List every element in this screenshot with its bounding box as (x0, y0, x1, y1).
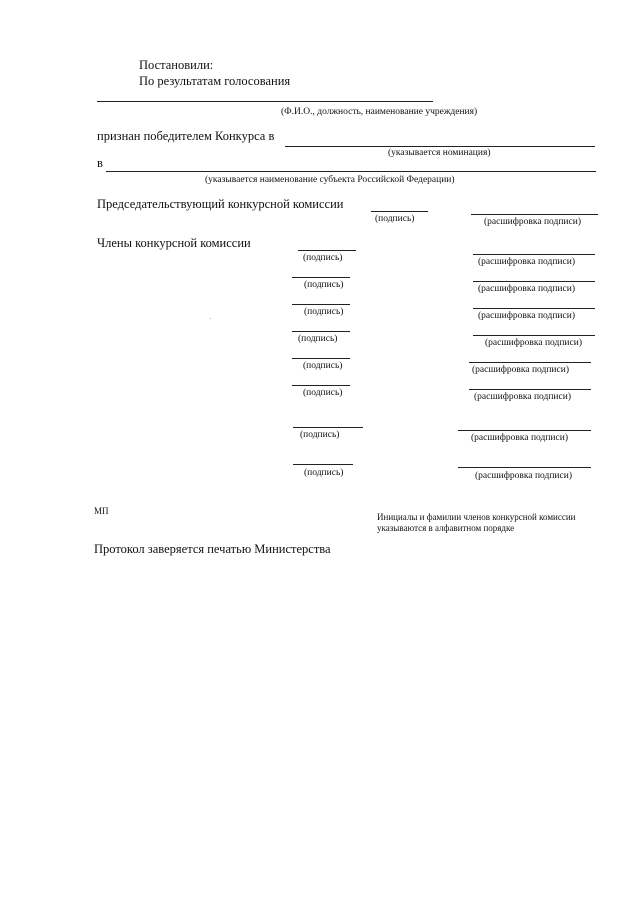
vote-results-text: По результатам голосования (139, 74, 291, 88)
nomination-caption: (указывается номинация) (388, 148, 491, 158)
member-decoding-line (458, 430, 591, 431)
stamp-place-label: МП (94, 506, 109, 516)
member-signature-line (298, 250, 356, 251)
member-signature-line (292, 358, 350, 359)
member-decoding-line (473, 254, 595, 255)
member-decoding-line (473, 308, 595, 309)
member-decoding-line (473, 281, 595, 282)
in-prefix: в (97, 156, 103, 170)
member-decoding-caption: (расшифровка подписи) (474, 392, 571, 402)
region-caption: (указывается наименование субъекта Российской Федерации) (205, 175, 455, 185)
member-signature-caption: (подпись) (304, 468, 344, 478)
member-decoding-caption: (расшифровка подписи) (472, 365, 569, 375)
member-signature-caption: (подпись) (304, 307, 344, 317)
member-decoding-line (469, 389, 591, 390)
seal-statement: Протокол заверяется печатью Министерства (94, 542, 331, 556)
member-signature-caption: (подпись) (300, 430, 340, 440)
member-signature-caption: (подпись) (304, 280, 344, 290)
chairman-decoding-line (471, 214, 598, 215)
member-signature-caption: (подпись) (303, 253, 343, 263)
member-signature-caption: (подпись) (303, 388, 343, 398)
members-label: Члены конкурсной комиссии (97, 236, 251, 250)
alphabetical-note-line2: указываются в алфавитном порядке (377, 523, 515, 533)
winner-text: признан победителем Конкурса в (97, 129, 275, 143)
chairman-signature-caption: (подпись) (375, 214, 415, 224)
resolved-heading: Постановили: (139, 58, 214, 72)
member-signature-line (292, 331, 350, 332)
chairman-label: Председательствующий конкурсной комиссии (97, 197, 344, 211)
member-signature-caption: (подпись) (303, 361, 343, 371)
member-signature-line (293, 464, 353, 465)
member-signature-line (292, 277, 350, 278)
chairman-decoding-caption: (расшифровка подписи) (484, 217, 581, 227)
member-signature-line (293, 427, 363, 428)
nomination-line (285, 146, 595, 147)
member-decoding-line (458, 467, 591, 468)
member-decoding-caption: (расшифровка подписи) (478, 284, 575, 294)
member-decoding-line (473, 335, 595, 336)
member-signature-line (292, 304, 350, 305)
region-line (106, 171, 596, 172)
member-decoding-caption: (расшифровка подписи) (485, 338, 582, 348)
member-decoding-caption: (расшифровка подписи) (478, 257, 575, 267)
member-signature-caption: (подпись) (298, 334, 338, 344)
member-decoding-caption: (расшифровка подписи) (475, 471, 572, 481)
scan-speck (210, 318, 211, 319)
member-signature-line (292, 385, 350, 386)
alphabetical-note-line1: Инициалы и фамилии членов конкурсной комиссии (377, 512, 576, 522)
member-decoding-line (469, 362, 591, 363)
fio-line (97, 101, 433, 102)
member-decoding-caption: (расшифровка подписи) (478, 311, 575, 321)
chairman-signature-line (371, 211, 428, 212)
fio-caption: (Ф.И.О., должность, наименование учреждения) (281, 107, 478, 117)
member-decoding-caption: (расшифровка подписи) (471, 433, 568, 443)
